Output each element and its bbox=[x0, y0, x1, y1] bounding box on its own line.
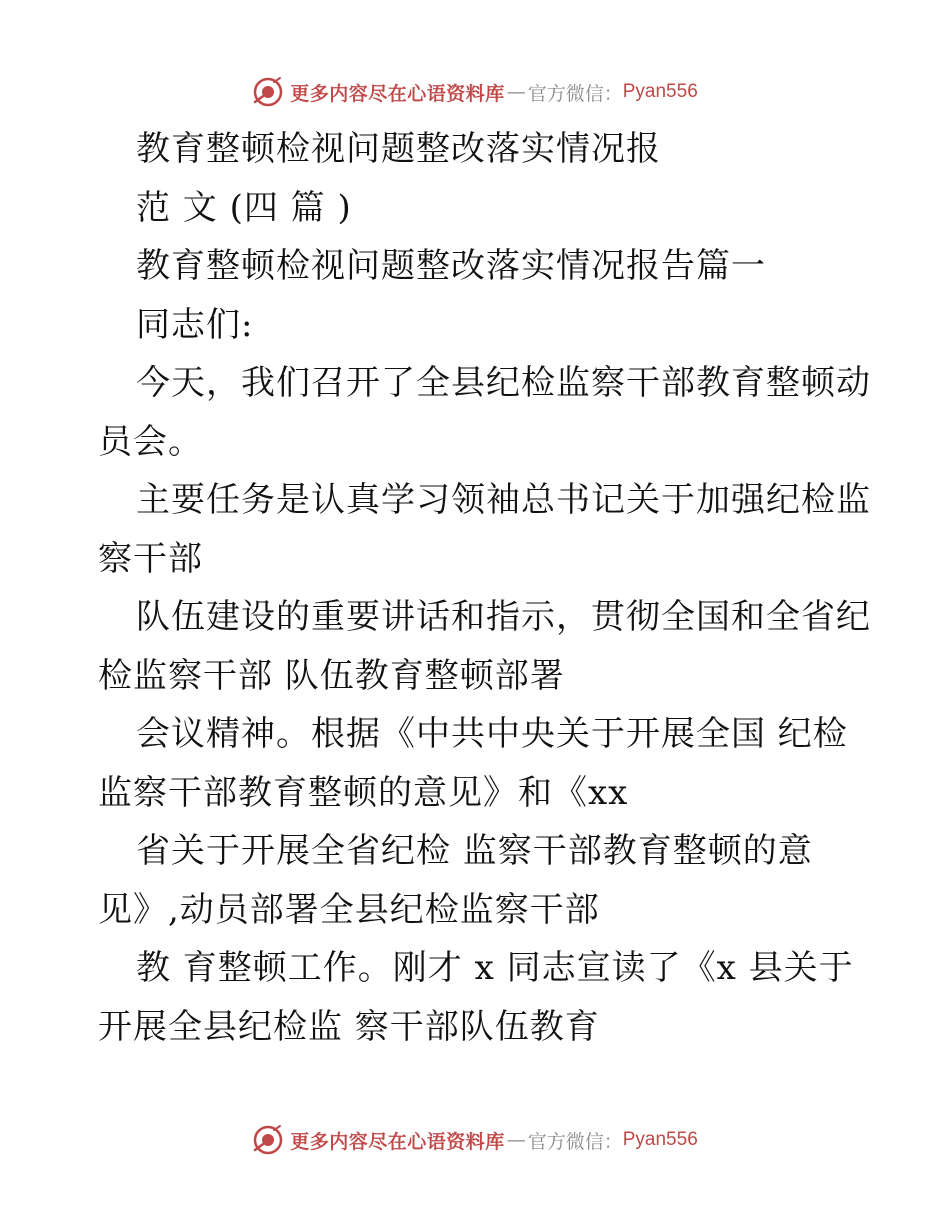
watermark-wechat-id: Pyan556 bbox=[622, 1129, 698, 1150]
paragraph-line: 开展全县纪检监 察干部队伍教育 bbox=[98, 1006, 600, 1047]
watermark-official-label: 官方微信： bbox=[527, 1130, 623, 1153]
paragraph-line: 员会。 bbox=[98, 421, 203, 462]
watermark-official-label: 官方微信： bbox=[527, 82, 623, 105]
paragraph-line: 教 育整顿工作。刚才 x 同志宣读了《x 县关于 bbox=[136, 948, 854, 988]
watermark-separator: — bbox=[506, 1129, 526, 1151]
logo-icon bbox=[252, 76, 284, 108]
paragraph-line: 检监察干部 队伍教育整顿部署 bbox=[98, 655, 565, 696]
watermark-wechat-id: Pyan556 bbox=[622, 81, 698, 102]
watermark-text: 更多内容尽在心语资料库 bbox=[290, 1130, 505, 1153]
document-title-line-2: 范 文 (四 篇 ) bbox=[136, 187, 352, 228]
document-title-line-1: 教育整顿检视问题整改落实情况报 bbox=[136, 129, 661, 169]
footer-watermark bbox=[0, 1120, 950, 1160]
paragraph-line: 今天，我们召开了全县纪检监察干部教育整顿动 bbox=[136, 363, 871, 403]
document-body bbox=[98, 120, 871, 1056]
header-watermark bbox=[0, 72, 950, 112]
paragraph-line: 主要任务是认真学习领袖总书记关于加强纪检监 bbox=[136, 480, 871, 520]
section-heading: 教育整顿检视问题整改落实情况报告篇一 bbox=[136, 246, 766, 286]
paragraph-line: 省关于开展全省纪检 监察干部教育整顿的意 bbox=[136, 831, 813, 871]
paragraph-line: 察干部 bbox=[98, 538, 203, 579]
watermark-text: 更多内容尽在心语资料库 bbox=[290, 82, 505, 105]
watermark-separator: — bbox=[506, 81, 526, 103]
paragraph-line: 见》,动员部署全县纪检监察干部 bbox=[98, 889, 600, 930]
paragraph-line: 会议精神。根据《中共中央关于开展全国 纪检 bbox=[136, 714, 848, 754]
paragraph-line: 监察干部教育整顿的意见》和《xx bbox=[98, 772, 629, 813]
salutation: 同志们: bbox=[136, 304, 254, 345]
paragraph-line: 队伍建设的重要讲话和指示，贯彻全国和全省纪 bbox=[136, 597, 871, 637]
logo-icon bbox=[252, 1124, 284, 1156]
